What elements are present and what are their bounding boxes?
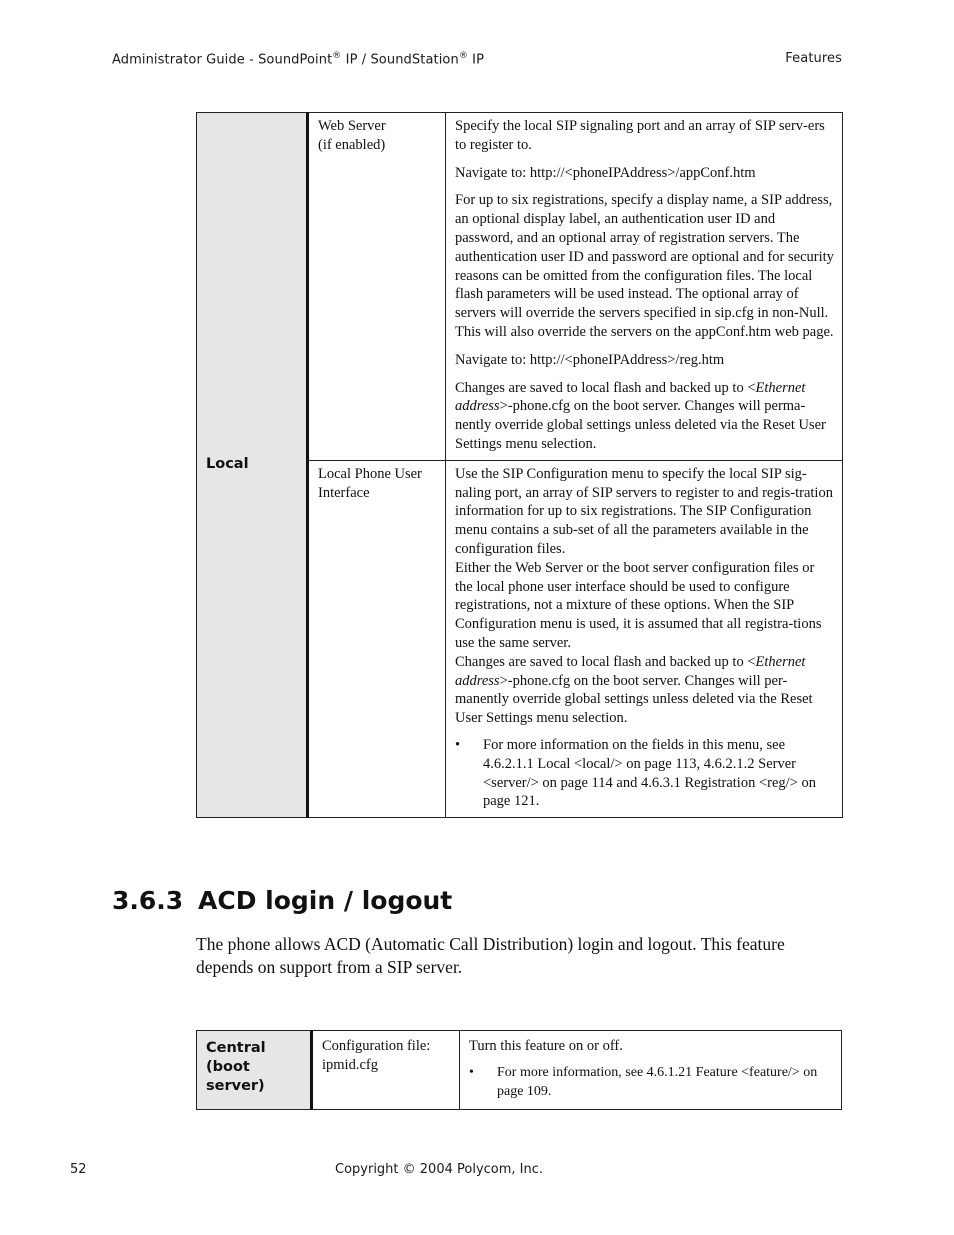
config-file-name: ipmid.cfg	[322, 1056, 378, 1073]
row-label-central: Central (boot server)	[197, 1031, 312, 1110]
description-text: For up to six registrations, specify a display name, a SIP address, an optional display label, an authentication user ID and password, and an optional array of registration servers. The authentication user ID and password are optional and for security reasons can be omitted from the configuration files. The local flash parameters will be used instead. The optional array of servers will override the servers specified in sip.cfg in non-Null. This will also override the servers on the appConf.htm web page.	[455, 192, 834, 340]
cross-reference-text: For more information, see 4.6.1.21 Feature <feature/> on page 109.	[497, 1064, 818, 1099]
source-label: Configuration file:	[322, 1038, 431, 1054]
running-header-chapter: Features	[785, 51, 842, 66]
local-config-table	[196, 112, 843, 818]
source-label: Local Phone User	[318, 465, 422, 482]
row-label-local: Local	[197, 113, 308, 818]
section-intro: The phone allows ACD (Automatic Call Distribution) login and logout. This feature depends on support from a SIP server.	[196, 934, 785, 977]
description-text: Changes are saved to local flash and backed up to <Ethernet address>-phone.cfg on the boot server. Changes will perma-nently override global settings unless deleted via the Reset User Settings menu selection.	[455, 379, 826, 452]
table-row	[197, 1031, 842, 1110]
description-text: Either the Web Server or the boot server configuration files or the local phone user interface should be used to configure registrations, not a mixture of these options. When the SIP Configuration menu is used, it is assumed that all registra-tions use the same server.	[455, 559, 822, 651]
source-label: Web Server	[318, 118, 386, 134]
description-text: Turn this feature on or off.	[469, 1038, 623, 1054]
source-cell	[308, 113, 446, 461]
table-row	[197, 113, 843, 461]
list-item	[469, 1064, 833, 1102]
central-config-table	[196, 1030, 842, 1110]
page-number: 52	[70, 1162, 87, 1177]
bullet-icon: •	[469, 1064, 474, 1080]
cross-reference-text: For more information on the fields in this menu, see 4.6.2.1.1 Local <local/> on page 113, 4.6.2.1.2 Server <server/> on page 114 and 4.6.3.1 Registration <reg/> on page 121.	[483, 736, 816, 810]
running-header-title: Administrator Guide - SoundPoint® IP / SoundStation® IP	[112, 51, 485, 68]
source-cell	[312, 1031, 460, 1110]
source-label: Interface	[318, 484, 370, 501]
description-cell	[446, 113, 843, 461]
copyright-notice: Copyright © 2004 Polycom, Inc.	[335, 1162, 544, 1177]
navigate-url-text: Navigate to: http://<phoneIPAddress>/reg.htm	[455, 351, 725, 368]
section-title: ACD login / logout	[198, 886, 453, 915]
section-heading	[112, 886, 452, 915]
description-text: Changes are saved to local flash and backed up to <Ethernet address>-phone.cfg on the boot server. Changes will per-manently override global settings unless deleted via the Reset User Settings menu selection.	[455, 653, 813, 727]
source-cell	[308, 460, 446, 817]
source-note: (if enabled)	[318, 136, 386, 153]
bullet-icon: •	[455, 736, 461, 753]
description-cell	[446, 460, 843, 817]
section-number: 3.6.3	[112, 886, 184, 915]
list-item	[455, 736, 834, 811]
description-cell	[460, 1031, 842, 1110]
description-text: Specify the local SIP signaling port and an array of SIP serv-ers to register to.	[455, 118, 825, 153]
navigate-url-text: Navigate to: http://<phoneIPAddress>/appConf.htm	[455, 164, 756, 181]
description-text: Use the SIP Configuration menu to specify the local SIP sig-naling port, an array of SIP servers to register to and regis-tration information for up to six registrations. The SIP Configuration menu contains a sub-set of all the parameters available in the configuration files.	[455, 465, 833, 557]
